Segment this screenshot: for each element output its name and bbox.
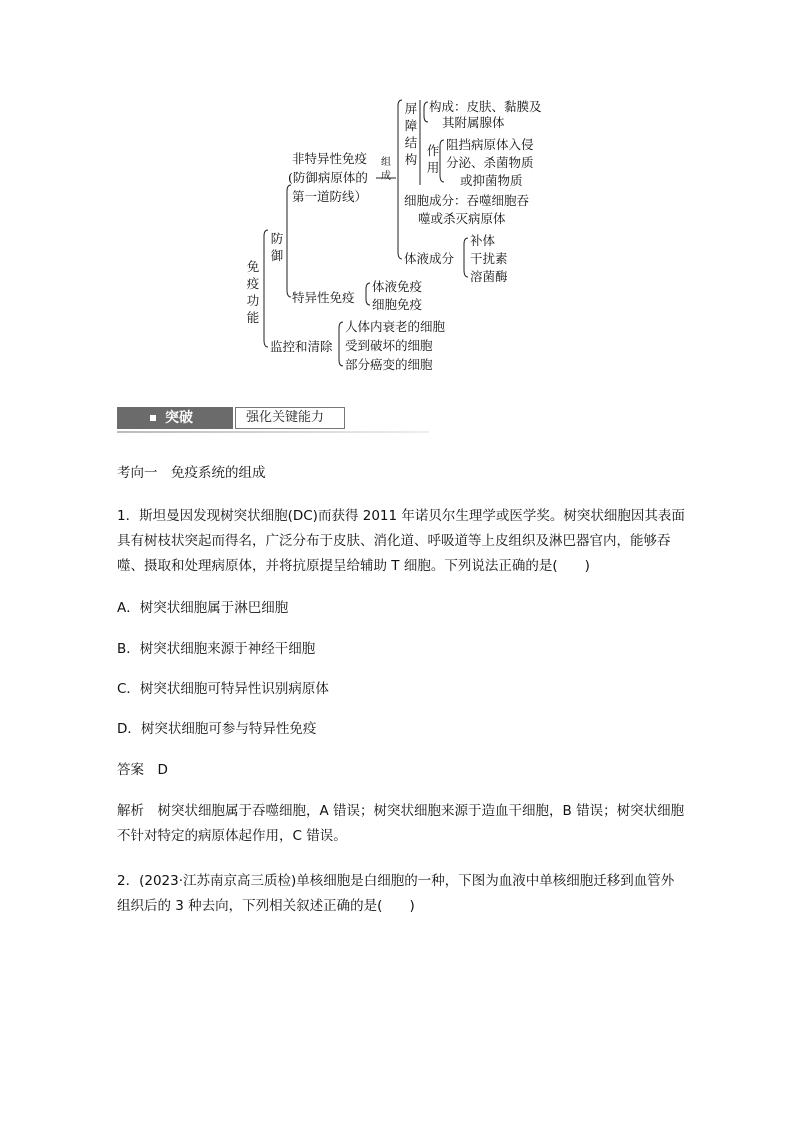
question-1-option-c: C．树突状细胞可特异性识别病原体 [117, 681, 329, 697]
root-label: 免疫功能 [246, 259, 260, 325]
humoral-composition: 体液成分 [404, 251, 455, 266]
specific-item-2: 细胞免疫 [372, 297, 423, 312]
barrier-make-2: 其附属腺体 [442, 115, 505, 130]
humoral-item-1: 补体 [470, 233, 496, 248]
nonspecific-title: 非特异性免疫 [292, 151, 368, 166]
banner-tag: 突破 [165, 410, 193, 426]
cell-composition-1: 细胞成分：吞噬细胞吞 [404, 193, 530, 208]
monitor-item-2: 受到破坏的细胞 [345, 338, 433, 353]
defense-label: 防御 [270, 231, 284, 263]
humoral-item-2: 干扰素 [470, 251, 508, 266]
banner-square-icon [150, 415, 156, 421]
question-1-option-a: A．树突状细胞属于淋巴细胞 [117, 600, 289, 616]
specific-item-1: 体液免疫 [372, 279, 423, 294]
question-1-option-d: D．树突状细胞可参与特异性免疫 [117, 721, 317, 737]
function-label: 作用 [426, 143, 440, 175]
banner-subtitle: 强化关键能力 [246, 410, 325, 425]
question-1-option-b: B．树突状细胞来源于神经干细胞 [117, 641, 316, 657]
function-item-2: 分泌、杀菌物质 [446, 155, 534, 170]
cell-composition-2: 噬或杀灭病原体 [418, 211, 506, 226]
monitor-item-3: 部分癌变的细胞 [345, 357, 433, 372]
nonspecific-sub1: (防御病原体的 [288, 170, 368, 185]
banner-subtitle-box [235, 407, 345, 429]
specific-immunity: 特异性免疫 [292, 290, 355, 305]
barrier-label: 屏障结构 [404, 101, 418, 167]
composition-label: 组成 [381, 157, 391, 182]
function-item-1: 阻挡病原体入侵 [446, 137, 534, 152]
banner-underline [117, 431, 429, 433]
question-1-analysis: 解析 树突状细胞属于吞噬细胞，A 错误；树突状细胞来源于造血干细胞，B 错误；树突状细胞不针对特定的病原体起作用，C 错误。 [117, 803, 685, 844]
monitor-item-1: 人体内衰老的细胞 [345, 319, 446, 334]
question-1-stem: 1．斯坦曼因发现树突状细胞(DC)而获得 2011 年诺贝尔生理学或医学奖。树突状细胞因其表面具有树枝状突起而得名，广泛分布于皮肤、消化道、呼吸道等上皮组织及淋巴器官内，能够吞噬、摄取和处理病原体，并将抗原提呈给辅助 T 细胞。下列说法正确的是( ) [117, 508, 685, 574]
question-1-answer: 答案 D [117, 762, 168, 778]
banner-tag-box [117, 407, 233, 429]
question-2-stem: 2．(2023·江苏南京高三质检)单核细胞是白细胞的一种，下图为血液中单核细胞迁移到血管外组织后的 3 种去向，下列相关叙述正确的是( ) [117, 873, 675, 914]
nonspecific-sub2: 第一道防线） [292, 189, 368, 204]
humoral-item-3: 溶菌酶 [470, 269, 508, 284]
monitor-label: 监控和清除 [270, 339, 333, 354]
function-item-3: 或抑菌物质 [460, 173, 523, 188]
section-banner [117, 405, 429, 433]
section-title: 考向一 免疫系统的组成 [117, 465, 266, 481]
barrier-make-1: 构成：皮肤、黏膜及 [429, 99, 542, 114]
